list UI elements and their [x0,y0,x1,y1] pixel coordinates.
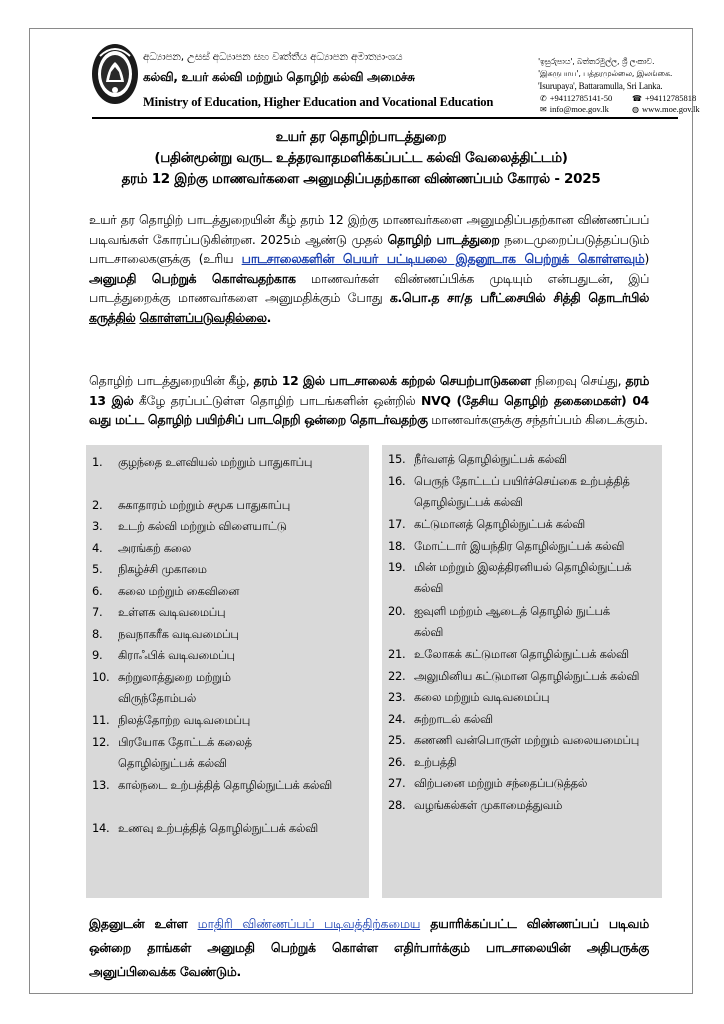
item-text: சுற்றுலாத்துறை மற்றும் விருந்தோம்பல் [118,670,231,705]
list-item [388,471,654,513]
sample-form-link[interactable]: மாதிரி விண்ணப்பப் படிவத்திற்கமைய [197,916,421,931]
fax-number [632,93,696,103]
item-text: குழந்தை உளவியல் மற்றும் பாதுகாப்பு [118,455,313,469]
list-item [388,687,654,708]
item-text: கிராஃபிக் வடிவமைப்பு [118,648,235,662]
list-item [92,495,354,516]
text-run: உயர் தர தொழிற் பாடத்துறையின் கீழ் தரம் 12 இற்கு மாணவர்களை அனுமதிப்பதற்கான விண்ணப்பப் படிவங்கள் கோரப்படுகின்றன. 2025ம் ஆண்டு முதல் [89,212,649,247]
item-number: 17. [388,517,406,531]
fax-text: +94112785818 [644,93,697,103]
list-item [388,795,654,816]
item-number: 20. [388,604,406,618]
ministry-name-sinhala: අධ්‍යාපන, උසස් අධ්‍යාපන සහ වෘත්තීය අධ්‍යාපන අමාත්‍යාංශය [143,51,403,63]
subject-list-right [382,445,662,898]
text-run: தயாரிக்கப்பட்ட விண்ணப்பப் படிவம் ஒன்றை தாங்கள் அனுமதி பெற்றுக் கொள்ள எதிர்பார்க்கும் பாடசாலையின் அதிபருக்கு அனுப்பிவைக்க வேண்டும். [89,916,649,979]
website-address[interactable] [632,104,700,114]
item-text: கலை மற்றும் வடிவமைப்பு [414,690,550,704]
text-run: நிறைவு செய்து, [530,373,626,388]
school-list-link[interactable]: பாடசாலைகளின் பெயர் பட்டியலை இதனூடாக பெற்றுக் கொள்ளவும் [241,251,645,267]
item-number: 21. [388,647,406,661]
title-line-3: தரம் 12 இற்கு மாணவர்களை அனுமதிப்பதற்கான விண்ணப்பம் கோரல் - 2025 [121,171,601,187]
item-text: கால்நடை உற்பத்தித் தொழில்நுட்பக் கல்வி [118,778,332,792]
national-emblem-icon [90,42,140,106]
list-item [388,557,654,599]
text-run: ) [644,251,649,267]
fax-icon: ☎ [632,94,642,103]
item-text: அலுமினிய கட்டுமான தொழில்நுட்பக் கல்வி [414,669,640,683]
list-item [388,666,656,687]
item-text: மின் மற்றும் இலத்திரனியல் தொழில்நுட்பக் கல்வி [414,560,632,595]
email-icon: ✉ [540,105,547,114]
item-number: 22. [388,669,406,683]
email-text[interactable]: info@moe.gov.lk [549,104,609,114]
letterhead [30,29,700,121]
list-item [92,602,354,623]
list-item [92,581,354,602]
item-text: உடற் கல்வி மற்றும் விளையாட்டு [118,519,287,533]
item-number: 11. [92,713,110,727]
item-number: 16. [388,474,406,488]
item-text: விற்பனை மற்றும் சந்தைப்படுத்தல் [414,776,588,790]
subject-list-left [86,445,369,898]
list-item [92,559,354,580]
text-run: இதனுடன் உள்ள [89,916,198,931]
item-number: 28. [388,798,406,812]
list-item [388,644,654,665]
item-number: 5. [92,562,103,576]
list-item [92,667,292,709]
text-run: அனுமதி பெற்றுக் கொள்வதற்காக [89,270,296,286]
item-text: ஐவுளி மற்றம் ஆடைத் தொழில் நுட்பக் கல்வி [414,604,610,639]
text-run: தரம் 13 இல் [89,373,649,408]
list-item [92,645,354,666]
list-item [92,516,354,537]
item-text: பெருந் தோட்டப் பயிர்ச்செய்கை உற்பத்தித் தொழில்நுட்பக் கல்வி [414,474,630,509]
phone-icon: ✆ [540,94,547,103]
item-number: 24. [388,712,406,726]
item-text: கலை மற்றும் கைவினை [118,584,240,598]
item-text: உற்பத்தி [414,755,457,769]
item-text: வழங்கல்கள் முகாமைத்துவம் [414,798,563,812]
phone-number [540,93,612,103]
list-item [92,710,354,731]
text-run: நடைமுறைப்படுத்தப்படும் பாடசாலைகளுக்கு (உரிய [89,231,650,267]
globe-icon: ◍ [632,105,639,114]
list-item [92,732,324,774]
address-tamil: 'இசுருபாய', பத்தரமுல்லை, இலங்கை. [538,69,673,78]
text-run: மாணவர்களுக்கு சந்தர்ப்பம் கிடைக்கும். [427,412,648,428]
text-run: கருத்தில் [89,309,136,325]
item-text: நிலத்தோற்ற வடிவமைப்பு [118,713,251,727]
title-line-2: (பதின்மூன்று வருட உத்தரவாதமளிக்கப்பட்ட கல்வி வேலைத்திட்டம்) [154,150,568,166]
list-item [388,514,654,535]
item-text: அரங்கற் கலை [118,541,192,555]
text-run: தரம் 12 இல் பாடசாலைக் கற்றல் செயற்பாடுகளை [253,373,531,388]
title-line-1: உயர் தர தொழிற்பாடத்துறை [275,129,447,145]
text-run: க.பொ.த சா/த பரீட்சையில் சித்தி தொடர்பில் [389,290,649,306]
ministry-name-tamil: கல்வி, உயர் கல்வி மற்றும் தொழிற் கல்வி அமைச்சு [143,70,415,84]
text-run: . [266,309,272,325]
text-run: கீழே தரப்பட்டுள்ள தொழிற் பாடங்களின் ஒன்றில் [133,392,421,408]
item-text: நவநாகரீக வடிவமைப்பு [118,627,239,641]
list-item [388,536,656,557]
list-item [388,773,654,794]
website-text[interactable]: www.moe.gov.lk [641,104,700,114]
list-item [388,730,656,751]
item-number: 13. [92,778,110,792]
item-number: 3. [92,519,103,533]
text-run: மாணவர்கள் விண்ணப்பிக்க முடியும் என்பதுடன், இப் பாடத்துறைக்கு மாணவர்களை அனுமதிக்கும் போது [89,270,649,306]
list-item [388,709,654,730]
document-title [30,127,692,190]
document-page [29,28,700,994]
item-text: சுற்றாடல் கல்வி [414,712,493,726]
ministry-name-english: Ministry of Education, Higher Education and Vocational Education [143,95,494,109]
phone-text: +94112785141-50 [549,93,613,103]
item-number: 9. [92,648,103,662]
item-text: உள்ளக வடிவமைப்பு [118,605,226,619]
list-item [388,601,640,643]
item-text: நிகழ்ச்சி முகாமை [118,562,207,576]
item-text: மோட்டார் இயந்திர தொழில்நுட்பக் கல்வி [414,539,625,553]
item-number: 18. [388,539,406,553]
item-number: 12. [92,735,110,749]
intro-paragraph [89,210,649,328]
item-number: 23. [388,690,406,704]
text-run: NVQ (தேசிய தொழிற் தகைமைகள்) 04 வது மட்ட தொழிற் பயிற்சிப் பாடநெறி ஒன்றை தொடர்வதற்கு [89,392,649,428]
item-number: 1. [92,455,103,469]
item-text: சுகாதாரம் மற்றும் சமூக பாதுகாப்பு [118,498,290,512]
address-sinhala: 'ඉසුරුපාය', බත්තරමුල්ල, ශ්‍රී ලංකාව. [538,57,655,66]
item-number: 19. [388,560,406,574]
closing-paragraph [89,912,649,984]
item-text: உலோகக் கட்டுமான தொழில்நுட்பக் கல்வி [414,647,629,661]
list-item [92,624,354,645]
list-item [92,538,354,559]
item-number: 7. [92,605,103,619]
email-address[interactable] [540,104,609,114]
item-number: 4. [92,541,103,555]
text-run: தொழிற் பாடத்துறை [387,231,500,247]
item-text: நீர்வளத் தொழில்நுட்பக் கல்வி [414,452,567,466]
item-number: 27. [388,776,406,790]
list-item [388,752,654,773]
header-divider [92,117,678,119]
list-item [388,449,654,470]
item-text: கணணி வன்பொருள் மற்றும் வலையமைப்பு [414,733,639,747]
item-number: 14. [92,821,110,835]
item-number: 6. [92,584,103,598]
text-run: கொள்ளப்படுவதில்லை [139,309,267,325]
address-english: 'Isurupaya', Battaramulla, Sri Lanka. [538,81,663,91]
item-text: கட்டுமானத் தொழில்நுட்பக் கல்வி [414,517,585,531]
text-run: தொழிற் பாடத்துறையின் கீழ், [89,373,254,388]
item-number: 2. [92,498,103,512]
item-text: உணவு உற்பத்தித் தொழில்நுட்பக் கல்வி [118,821,318,835]
item-number: 8. [92,627,103,641]
item-number: 10. [92,670,110,684]
item-number: 15. [388,452,406,466]
list-item [92,452,354,473]
item-text: பிரயோக தோட்டக் கலைத் தொழில்நுட்பக் கல்வி [118,735,252,770]
item-number: 26. [388,755,406,769]
list-item [92,775,354,796]
list-item [92,818,318,839]
item-number: 25. [388,733,406,747]
details-paragraph [89,371,649,430]
